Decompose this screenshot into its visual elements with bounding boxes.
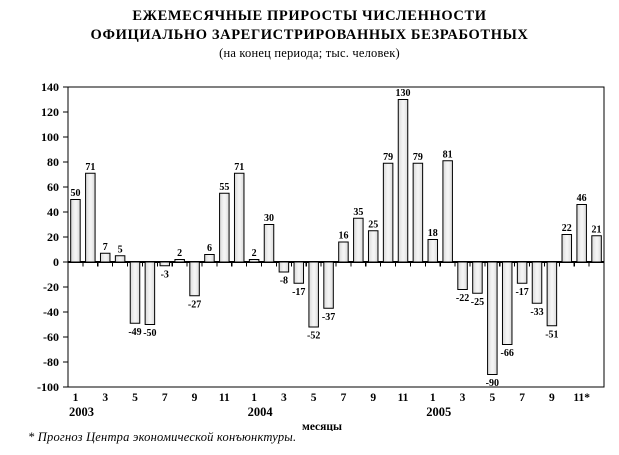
- y-axis-label: -40: [43, 305, 59, 319]
- x-axis-label: 7: [519, 392, 525, 404]
- bar-2005-1: [428, 240, 438, 263]
- footnote: * Прогноз Центра экономической конъюнктуры.: [28, 430, 297, 444]
- bar-2003-9: [190, 262, 200, 296]
- x-axis-label: 7: [161, 392, 168, 404]
- bar-value-label: -49: [128, 326, 142, 338]
- year-label: 2005: [426, 405, 452, 419]
- bar-value-label: 55: [219, 181, 230, 193]
- x-axis-label: 11: [397, 392, 409, 404]
- bar-2003-4: [115, 256, 125, 262]
- bar-2004-7: [339, 242, 349, 262]
- bar-value-label: 18: [427, 228, 438, 239]
- bar-value-label: -90: [485, 378, 500, 389]
- bar-2004-5: [309, 262, 319, 327]
- bar-2003-1: [71, 200, 81, 263]
- bar-2004-4: [294, 262, 304, 283]
- bar-2004-2: [264, 225, 274, 263]
- x-axis-label: 11*: [573, 392, 590, 404]
- bar-value-label: -8: [279, 275, 289, 287]
- bar-2003-7: [160, 262, 170, 266]
- y-axis-label: -20: [43, 280, 59, 294]
- y-axis-label: 100: [41, 130, 59, 144]
- x-axis-label: 11: [218, 392, 230, 404]
- x-axis-label: 3: [102, 392, 109, 404]
- x-axis-label: 9: [191, 392, 198, 404]
- bar-value-label: 46: [576, 193, 587, 204]
- bar-2004-12: [413, 163, 423, 262]
- bar-2003-2: [86, 173, 96, 262]
- bar-2005-9: [547, 262, 557, 326]
- x-axis-label: 3: [459, 392, 466, 404]
- bar-value-label: -27: [187, 299, 202, 311]
- bar-2003-11: [220, 193, 230, 262]
- bar-2005-5: [488, 262, 498, 375]
- bar-2004-3: [279, 262, 289, 272]
- bar-chart: [0, 71, 619, 431]
- y-axis-label: 20: [47, 230, 59, 244]
- bar-value-label: -17: [515, 286, 529, 298]
- bar-value-label: 130: [395, 88, 411, 99]
- y-axis-label: 40: [47, 205, 59, 219]
- y-axis-label: -60: [43, 330, 59, 344]
- y-axis-label: -100: [37, 380, 59, 394]
- bar-2005-4: [473, 262, 483, 293]
- chart-header: [0, 7, 619, 61]
- x-axis-label: 7: [340, 392, 347, 404]
- bar-value-label: -52: [306, 330, 321, 342]
- bar-2005-3: [458, 262, 468, 290]
- y-axis-label: 140: [41, 80, 59, 94]
- bar-value-label: -22: [455, 293, 470, 304]
- x-axis-label: 9: [549, 392, 555, 404]
- x-axis-label: 1: [429, 392, 436, 404]
- bar-2003-12: [234, 173, 244, 262]
- bar-value-label: 71: [85, 161, 96, 173]
- bar-2005-8: [532, 262, 542, 303]
- bar-2004-11: [398, 100, 408, 263]
- plot-border: [68, 87, 604, 387]
- chart-title-line2: ОФИЦИАЛЬНО ЗАРЕГИСТРИРОВАННЫХ БЕЗРАБОТНЫХ: [90, 26, 529, 43]
- bar-value-label: 6: [206, 243, 212, 254]
- bar-2004-10: [383, 163, 393, 262]
- bar-2005-7: [517, 262, 527, 283]
- bar-value-label: 2: [177, 248, 183, 259]
- y-axis-label: 80: [47, 155, 59, 169]
- bar-2005-2: [443, 161, 453, 262]
- bar-value-label: 7: [102, 241, 108, 253]
- x-axis-label: 5: [310, 392, 317, 404]
- year-label: 2003: [68, 405, 94, 419]
- bar-2005-11: [577, 205, 587, 263]
- y-axis-label: 0: [53, 255, 59, 269]
- bar-value-label: 71: [234, 161, 245, 173]
- bar-value-label: 30: [264, 213, 274, 224]
- bar-value-label: 50: [70, 188, 81, 199]
- y-axis-label: 60: [47, 180, 59, 194]
- bar-2003-5: [130, 262, 140, 323]
- bar-2004-9: [368, 231, 378, 262]
- bar-2003-6: [145, 262, 155, 325]
- bar-2003-8: [175, 260, 185, 263]
- bar-2005-10: [562, 235, 572, 263]
- bar-value-label: 25: [368, 219, 379, 231]
- x-axis-label: 3: [281, 392, 287, 404]
- bar-2005-12: [592, 236, 602, 262]
- bar-value-label: 79: [383, 151, 394, 163]
- bar-value-label: -51: [545, 329, 559, 341]
- x-axis-title: месяцы: [301, 421, 343, 431]
- y-axis-label: 120: [41, 105, 59, 119]
- bar-2004-8: [354, 218, 364, 262]
- bar-2003-10: [205, 255, 215, 263]
- bar-value-label: 35: [353, 206, 364, 218]
- bar-2005-6: [502, 262, 512, 345]
- bar-value-label: -25: [470, 296, 485, 308]
- x-axis-label: 9: [370, 392, 377, 404]
- bar-value-label: 21: [591, 224, 602, 236]
- year-label: 2004: [247, 405, 273, 419]
- bar-value-label: 22: [561, 223, 572, 234]
- bar-value-label: -37: [321, 311, 336, 323]
- bar-value-label: -33: [530, 306, 544, 318]
- bar-2004-6: [324, 262, 334, 308]
- bar-value-label: -17: [292, 286, 306, 298]
- x-axis-label: 5: [132, 392, 138, 404]
- bar-value-label: 81: [442, 149, 453, 161]
- chart-subtitle: (на конец периода; тыс. человек): [219, 46, 400, 61]
- bar-2003-3: [100, 253, 110, 262]
- y-axis-label: -80: [43, 355, 59, 369]
- x-axis-label: 1: [72, 392, 79, 404]
- bar-value-label: -66: [500, 348, 514, 359]
- bar-value-label: 16: [338, 230, 349, 242]
- x-axis-label: 1: [251, 392, 257, 404]
- bar-value-label: 5: [117, 244, 123, 256]
- bar-value-label: -3: [160, 269, 169, 281]
- bar-value-label: -50: [143, 328, 157, 339]
- bar-value-label: 79: [412, 151, 423, 163]
- bar-2004-1: [249, 260, 258, 263]
- bar-value-label: 2: [251, 248, 257, 259]
- x-axis-label: 5: [489, 392, 496, 404]
- chart-title-line1: ЕЖЕМЕСЯЧНЫЕ ПРИРОСТЫ ЧИСЛЕННОСТИ: [132, 8, 487, 24]
